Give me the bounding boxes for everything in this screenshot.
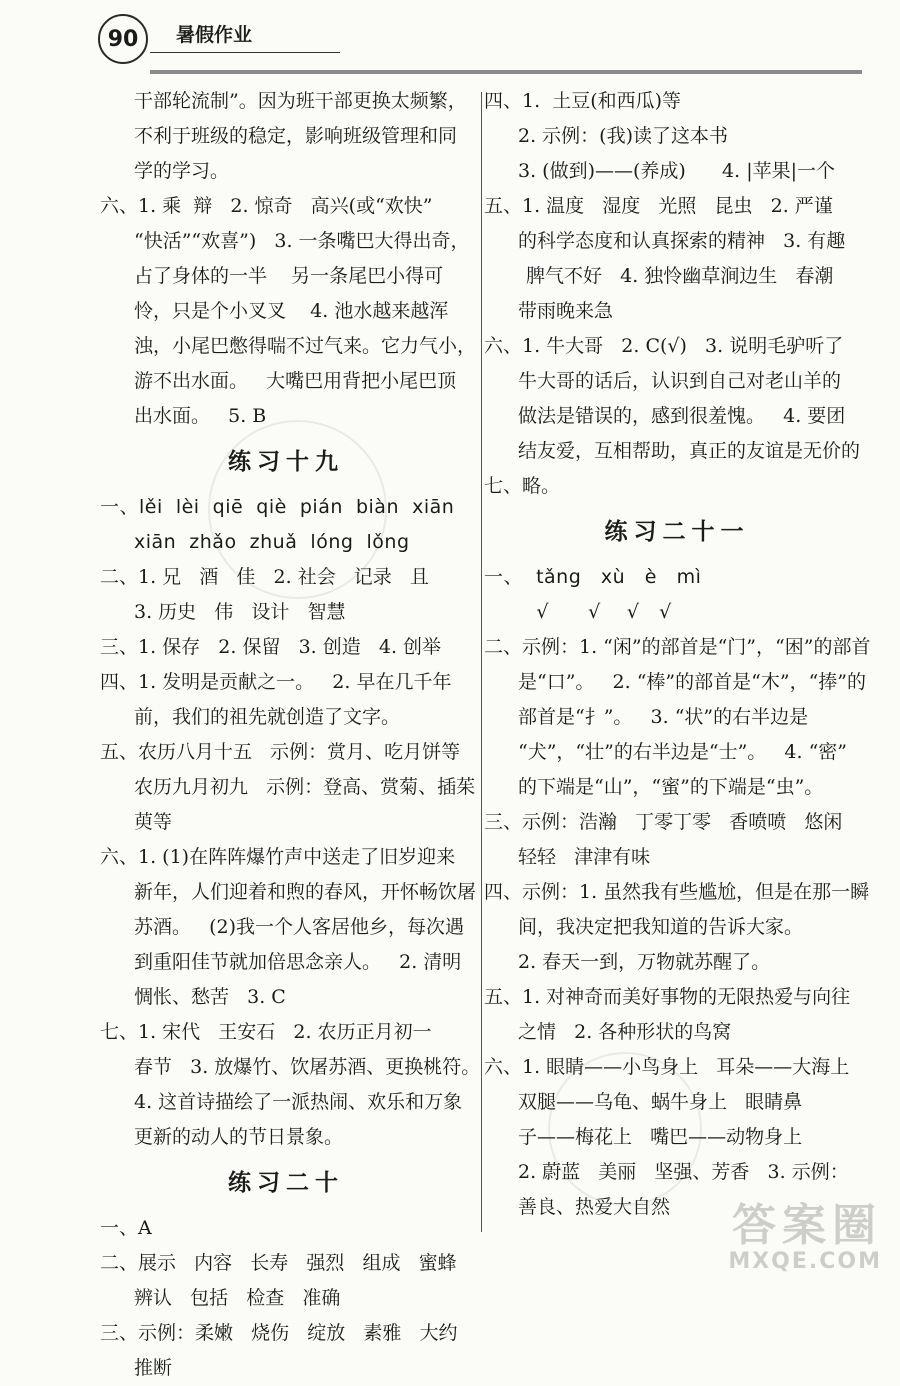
answer-line: 之情 2. 各种形状的鸟窝 bbox=[518, 1021, 732, 1043]
answer-line: “快活”“欢喜”) 3. 一条嘴巴大得出奇， bbox=[134, 230, 470, 252]
section-heading: 练习十九 bbox=[228, 449, 344, 475]
answer-line: 萸等 bbox=[134, 811, 173, 833]
answer-line: 游不出水面。 大嘴巴用背把小尾巴顶 bbox=[134, 370, 457, 392]
answer-line: 3. 历史 伟 设计 智慧 bbox=[134, 601, 346, 623]
right-column bbox=[484, 84, 870, 1225]
section-heading: 练习二十 bbox=[228, 1170, 344, 1196]
answer-line: 春节 3. 放爆竹、饮屠苏酒、更换桃符。 bbox=[134, 1056, 481, 1078]
answer-line: 怜，只是个小叉叉 4. 池水越来越浑 bbox=[134, 300, 449, 322]
watermark-logo bbox=[728, 1200, 882, 1274]
pinyin-line: √ √ √ √ bbox=[484, 601, 672, 623]
section-heading: 练习二十一 bbox=[604, 519, 750, 545]
answer-line: 五、农历八月十五 示例：赏月、吃月饼等 bbox=[100, 741, 461, 763]
answer-line: 间，我决定把我知道的告诉大家。 bbox=[518, 916, 804, 938]
answer-line: 的下端是“山”，“蜜”的下端是“虫”。 bbox=[518, 776, 824, 798]
answer-line: 一、A bbox=[100, 1217, 152, 1239]
answer-line: 学的学习。 bbox=[134, 160, 230, 182]
answer-line: 推断 bbox=[134, 1357, 173, 1379]
watermark-line1: 答案圈 bbox=[732, 1200, 882, 1251]
answer-line: 结友爱，互相帮助，真正的友谊是无价的 bbox=[518, 440, 861, 462]
watermark-line2: MXQE.COM bbox=[728, 1249, 882, 1274]
answer-line: 带雨晚来急 bbox=[518, 300, 614, 322]
answer-line: 牛大哥的话后，认识到自己对老山羊的 bbox=[518, 370, 842, 392]
left-column bbox=[100, 84, 481, 1386]
answer-line: 2. 春天一到，万物就苏醒了。 bbox=[518, 951, 771, 973]
answer-line: 辨认 包括 检查 准确 bbox=[134, 1287, 341, 1309]
answer-line: 六、1. 乘 辩 2. 惊奇 高兴(或“欢快” bbox=[100, 195, 433, 217]
answer-line: 新年，人们迎着和煦的春风，开怀畅饮屠 bbox=[134, 881, 477, 903]
answer-line: 干部轮流制”。因为班干部更换太频繁， bbox=[134, 90, 467, 112]
header-rule-short bbox=[150, 52, 340, 53]
answer-line: 轻轻 津津有味 bbox=[518, 846, 651, 868]
answer-line: 二、示例：1. “闲”的部首是“门”，“困”的部首 bbox=[484, 636, 871, 658]
answer-line: 的科学态度和认真探索的精神 3. 有趣 bbox=[518, 230, 846, 252]
answer-line: 浊，小尾巴憋得喘不过气来。它力气小， bbox=[134, 335, 477, 357]
answer-line: 五、1. 温度 湿度 光照 昆虫 2. 严谨 bbox=[484, 195, 833, 217]
answer-line: 二、展示 内容 长寿 强烈 组成 蜜蜂 bbox=[100, 1252, 457, 1274]
answer-line: 四、1. 发明是贡献之一。 2. 早在几千年 bbox=[100, 671, 452, 693]
answer-line: 六、1. 牛大哥 2. C(√) 3. 说明毛驴听了 bbox=[484, 335, 844, 357]
answer-line: 三、示例：柔嫩 烧伤 绽放 素雅 大约 bbox=[100, 1322, 458, 1344]
page-number: 90 bbox=[98, 14, 148, 64]
answer-line: 做法是错误的，感到很羞愧。 4. 要团 bbox=[518, 405, 846, 427]
answer-line: 4. 这首诗描绘了一派热闹、欢乐和万象 bbox=[134, 1091, 463, 1113]
answer-line: 六、1. (1)在阵阵爆竹声中送走了旧岁迎来 bbox=[100, 846, 456, 868]
answer-line: 前，我们的祖先就创造了文字。 bbox=[134, 706, 401, 728]
answer-line: 四、1. 土豆(和西瓜)等 bbox=[484, 90, 682, 112]
pinyin-line: 一、lěi lèi qiē qiè pián biàn xiān bbox=[100, 496, 455, 518]
answer-line: 2. 蔚蓝 美丽 坚强、芳香 3. 示例： bbox=[518, 1161, 849, 1183]
answer-line: 五、1. 对神奇而美好事物的无限热爱与向往 bbox=[484, 986, 851, 1008]
pinyin-line: 一、 tǎng xù è mì bbox=[484, 566, 702, 588]
column-divider bbox=[481, 92, 482, 1232]
answer-line: 三、示例：浩瀚 丁零丁零 香喷喷 悠闲 bbox=[484, 811, 843, 833]
answer-line: 占了身体的一半 另一条尾巴小得可 bbox=[134, 265, 444, 287]
answer-line: 2. 示例：(我)读了这本书 bbox=[518, 125, 728, 147]
answer-line: 六、1. 眼睛——小鸟身上 耳朵——大海上 bbox=[484, 1056, 850, 1078]
answer-line: 三、1. 保存 2. 保留 3. 创造 4. 创举 bbox=[100, 636, 442, 658]
answer-line: 出水面。 5. B bbox=[134, 405, 267, 427]
answer-line: 惆怅、愁苦 3. C bbox=[134, 986, 286, 1008]
answer-line: 双腿——乌龟、蜗牛身上 眼睛鼻 bbox=[518, 1091, 803, 1113]
header-title: 暑假作业 bbox=[176, 24, 253, 46]
answer-line: 不利于班级的稳定，影响班级管理和同 bbox=[134, 125, 458, 147]
header-rule-long bbox=[150, 70, 862, 74]
answer-line: 善良、热爱大自然 bbox=[518, 1196, 671, 1218]
page-header bbox=[0, 0, 900, 80]
answer-line: 3. (做到)——(养成) 4. |苹果|一个 bbox=[518, 160, 836, 182]
answer-line: 四、示例：1. 虽然我有些尴尬，但是在那一瞬 bbox=[484, 881, 870, 903]
answer-line: 脾气不好 4. 独怜幽草涧边生 春潮 bbox=[526, 265, 834, 287]
pinyin-line: xiān zhǎo zhuǎ lóng lǒng bbox=[134, 531, 410, 553]
answer-line: 农历九月初九 示例：登高、赏菊、插茱 bbox=[134, 776, 476, 798]
answer-line: 部首是“扌”。 3. “状”的右半边是 bbox=[518, 706, 809, 728]
answer-line: 子——梅花上 嘴巴——动物身上 bbox=[518, 1126, 803, 1148]
answer-line: “犬”，“壮”的右半边是“士”。 4. “密” bbox=[518, 741, 847, 763]
answer-line: 是“口”。 2. “棒”的部首是“木”，“捧”的 bbox=[518, 671, 866, 693]
answer-line: 到重阳佳节就加倍思念亲人。 2. 清明 bbox=[134, 951, 462, 973]
answer-line: 更新的动人的节日景象。 bbox=[134, 1126, 344, 1148]
answer-line: 七、1. 宋代 王安石 2. 农历正月初一 bbox=[100, 1021, 432, 1043]
answer-line: 二、1. 兄 酒 佳 2. 社会 记录 且 bbox=[100, 566, 429, 588]
answer-line: 七、略。 bbox=[484, 475, 561, 497]
answer-line: 苏酒。 (2)我一个人客居他乡，每次遇 bbox=[134, 916, 465, 938]
